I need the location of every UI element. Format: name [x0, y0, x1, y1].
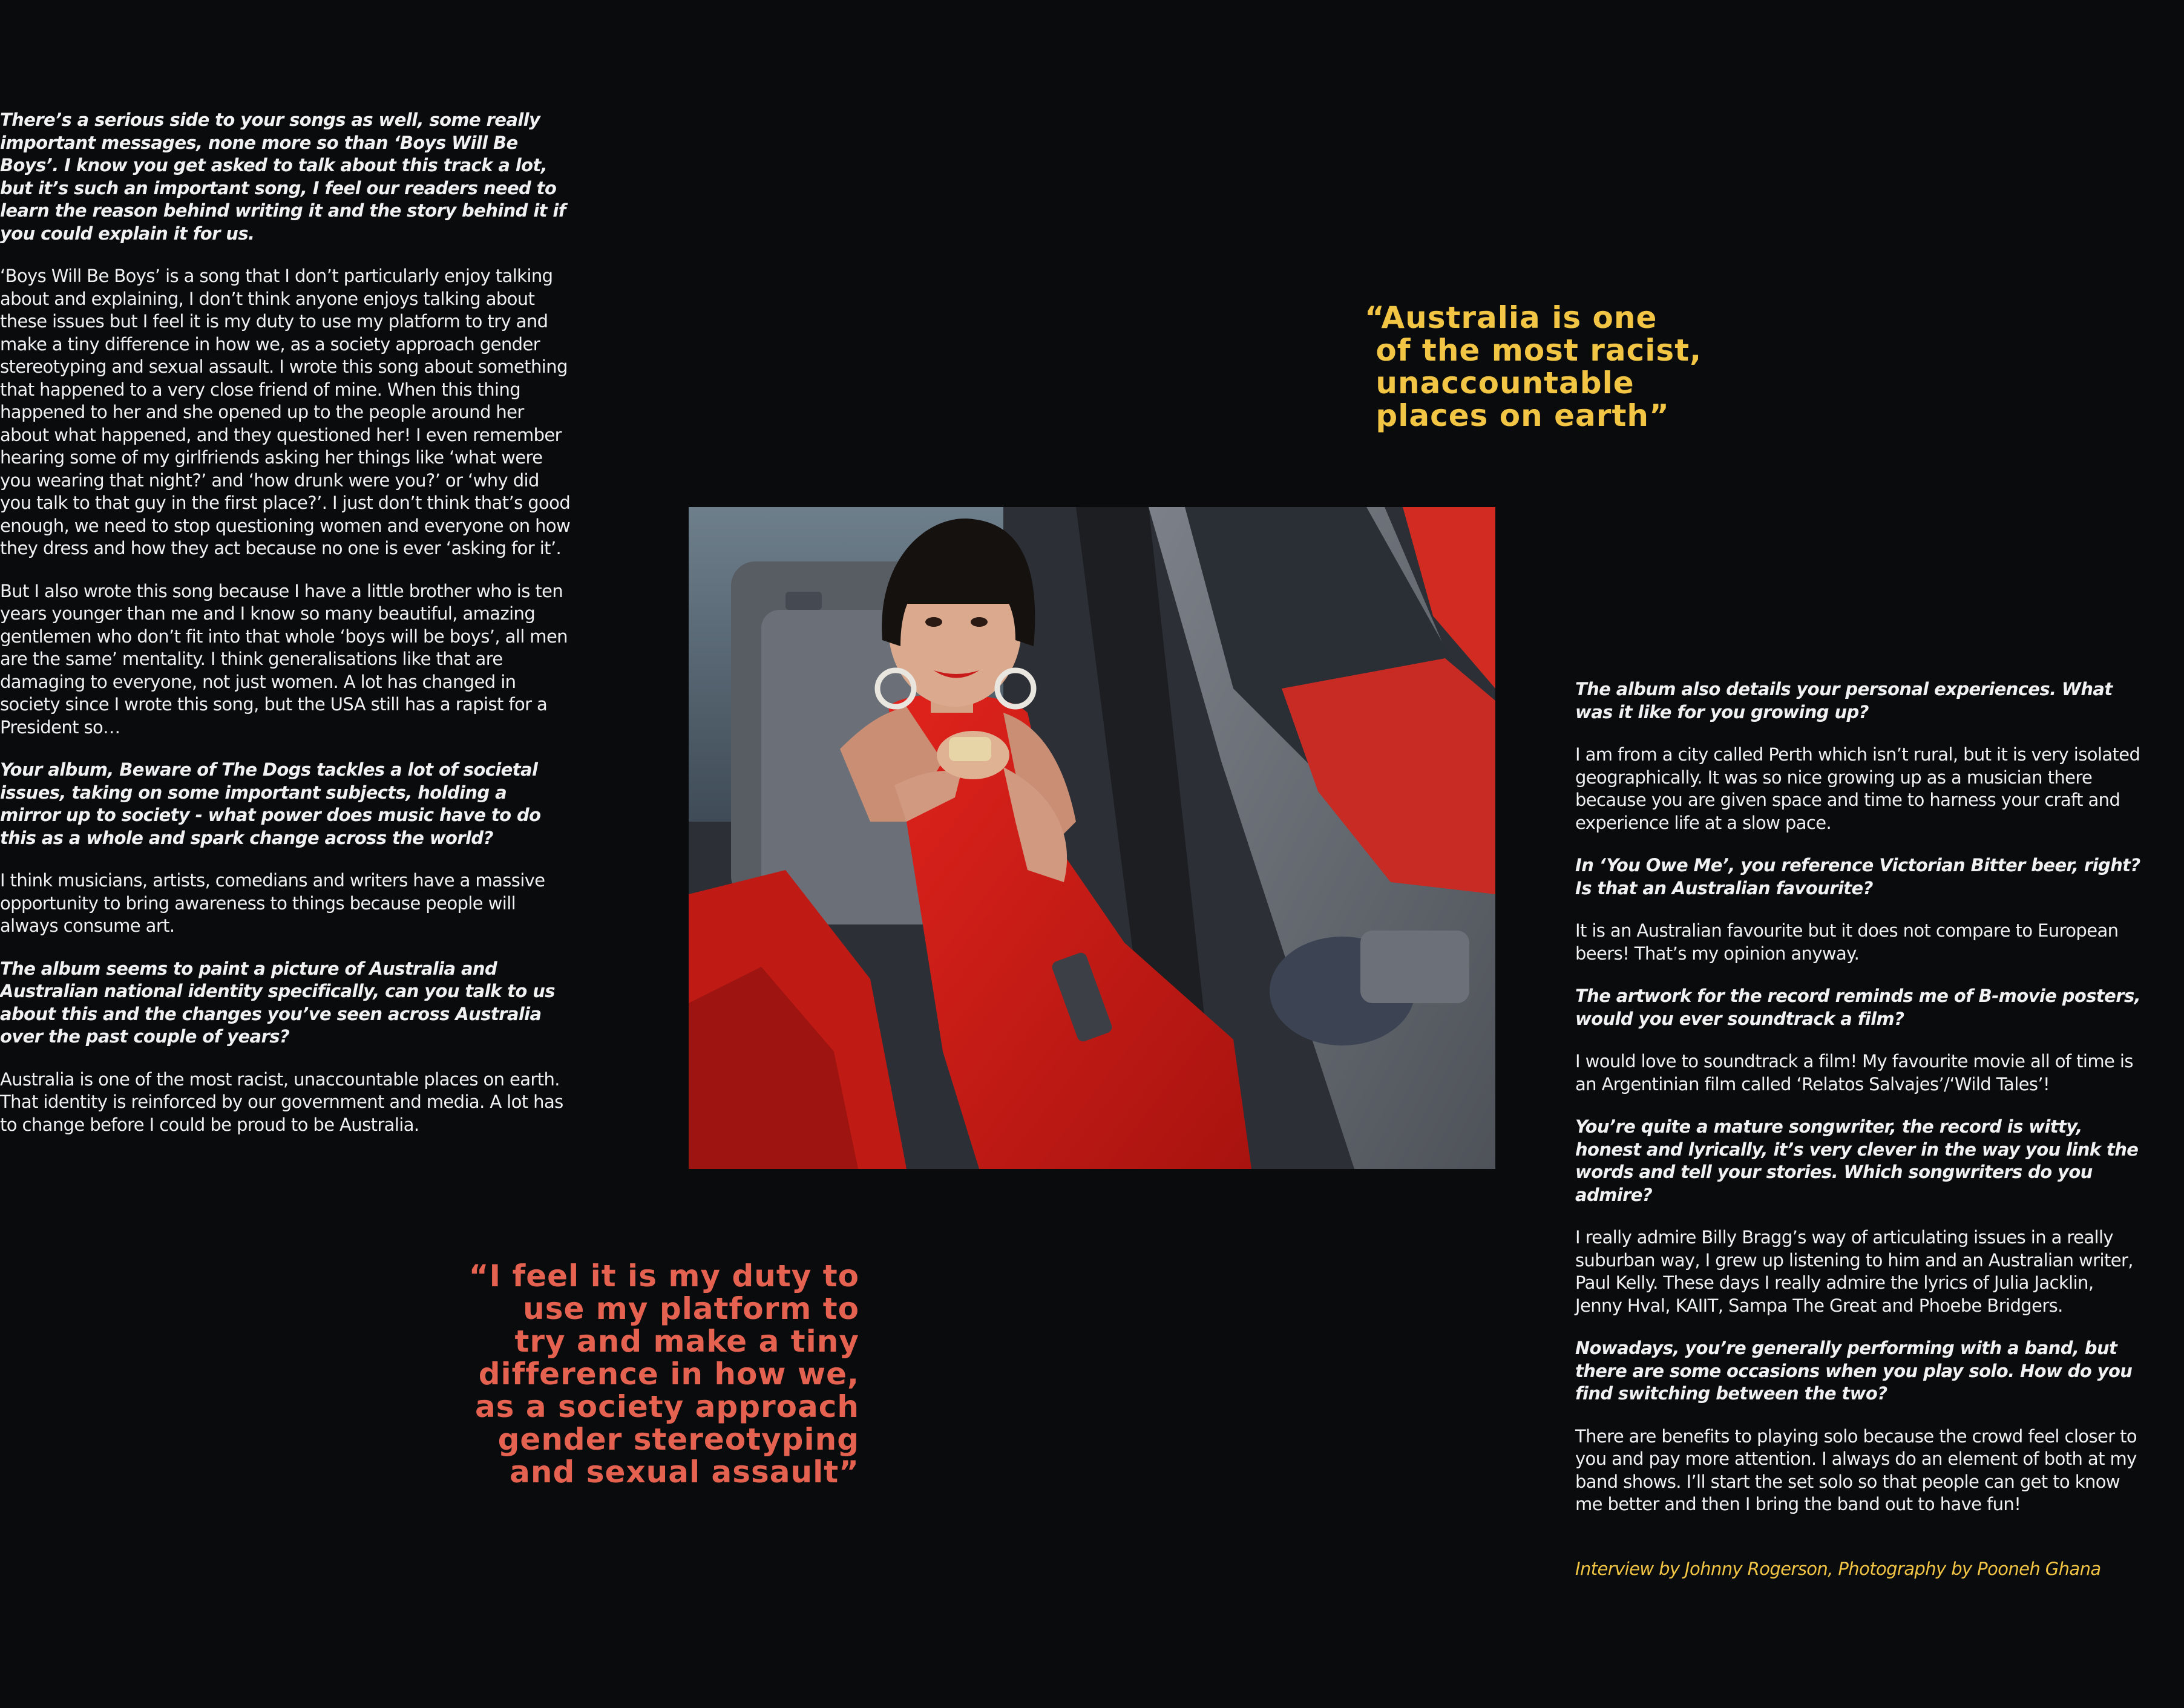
interview-answer: Australia is one of the most racist, unaccountable places on earth. That identity is reinforced by our government and media. A lot has to change before I could be proud to be Australia. — [0, 1068, 563, 1135]
interview-question: The artwork for the record reminds me of B-movie posters, would you ever soundtrack a film? — [1575, 986, 2141, 1029]
interview-answer: There are benefits to playing solo because the crowd feel closer to you and pay more attention. I always do an element of both at my band shows. I’ll start the set solo so that people can get to know me better and then I bring the band out to have fun! — [1575, 1425, 2137, 1514]
pull-quote-bottom — [418, 1260, 859, 1488]
interview-question: The album seems to paint a picture of Australia and Australian national identity specifically, can you talk to us about this and the changes you’ve seen across Australia over the past couple of years? — [0, 958, 555, 1047]
pull-quote-line: use my platform to — [523, 1291, 859, 1326]
interview-answer: I really admire Billy Bragg’s way of articulating issues in a really suburban way, I grew up listening to him and an Australian writer, Paul Kelly. These days I really admire the lyrics of Julia Jacklin, Jenny Hval, KAIIT, Sampa The Great and Phoebe Bridgers. — [1575, 1227, 2133, 1316]
interview-question: In ‘You Owe Me’, you reference Victorian Bitter beer, right? Is that an Australian favourite? — [1575, 855, 2140, 898]
portrait-photo — [689, 507, 1495, 1169]
right-interview-column — [1575, 678, 2144, 1536]
interview-answer: I think musicians, artists, comedians and writers have a massive opportunity to bring awareness to things because people will always consume art. — [0, 870, 545, 936]
pull-quote-line: of the most racist, — [1365, 333, 1702, 368]
pull-quote-line: places on earth” — [1365, 398, 1670, 433]
pull-quote-line: difference in how we, — [478, 1356, 859, 1392]
interview-question: Nowadays, you’re generally performing with a band, but there are some occasions when you play solo. How do you find switching between the two? — [1575, 1338, 2133, 1404]
pull-quote-line: try and make a tiny — [514, 1324, 859, 1359]
pull-quote-top — [1365, 301, 1702, 432]
interview-question: You’re quite a mature songwriter, the record is witty, honest and lyrically, it’s very clever in the way you link the words and tell your stories. Which songwriters do you admire? — [1575, 1116, 2139, 1205]
interview-answer: But I also wrote this song because I have a little brother who is ten years younger than me and I know so many beautiful, amazing gentlemen who don’t fit into that whole ‘boys will be boys’, all men are the same’ mentality. I think generalisations like that are damaging to everyone, not just women. A lot has changed in society since I wrote this song, but the USA still has a rapist for a President so… — [0, 580, 568, 738]
interview-question: The album also details your personal experiences. What was it like for you growing up? — [1575, 679, 2113, 722]
pull-quote-line: and sexual assault” — [510, 1454, 859, 1490]
photo-credit: Interview by Johnny Rogerson, Photography by Pooneh Ghana — [1575, 1559, 2101, 1579]
interview-answer: I would love to soundtrack a film! My favourite movie all of time is an Argentinian film called ‘Relatos Salvajes’/‘Wild Tales’! — [1575, 1051, 2133, 1094]
pull-quote-line: unaccountable — [1365, 365, 1635, 401]
interview-answer: ‘Boys Will Be Boys’ is a song that I don’t particularly enjoy talking about and explaining, I don’t think anyone enjoys talking about these issues but I feel it is my duty to use my platform to try and make a tiny difference in how we, as a society approach gender stereotyping and sexual assault. I wrote this song about something that happened to a very close friend of mine. When this thing happened to her and she opened up to the people around her about what happened, and they questioned her! I even remember hearing some of my girlfriends asking her things like ‘what were you wearing that night?’ and ‘how drunk were you?’ or ‘why did you talk to that guy in the first place?’. I just don’t think that’s good enough, we need to stop questioning women and everyone on how they dress and how they act because no one is ever ‘asking for it’. — [0, 266, 571, 558]
interview-answer: I am from a city called Perth which isn’t rural, but it is very isolated geographically. It was so nice growing up as a musician there because you are given space and time to harness your craft and experience life at a slow pace. — [1575, 744, 2140, 833]
pull-quote-line: “Australia is one — [1365, 300, 1658, 335]
left-interview-column — [0, 109, 572, 1156]
interview-question: There’s a serious side to your songs as well, some really important messages, none more so than ‘Boys Will Be Boys’. I know you get asked to talk about this track a lot, but it’s such an important song, I feel our readers need to learn the reason behind writing it and the story behind it if you could explain it for us. — [0, 110, 566, 244]
pull-quote-line: “I feel it is my duty to — [468, 1258, 859, 1294]
interview-answer: It is an Australian favourite but it does not compare to European beers! That’s my opinion anyway. — [1575, 920, 2119, 964]
interview-question: Your album, Beware of The Dogs tackles a lot of societal issues, taking on some important subjects, holding a mirror up to society - what power does music have to do this as a whole and spark change across the world? — [0, 759, 541, 848]
pull-quote-line: gender stereotyping — [497, 1422, 859, 1457]
pull-quote-line: as a society approach — [474, 1389, 859, 1424]
